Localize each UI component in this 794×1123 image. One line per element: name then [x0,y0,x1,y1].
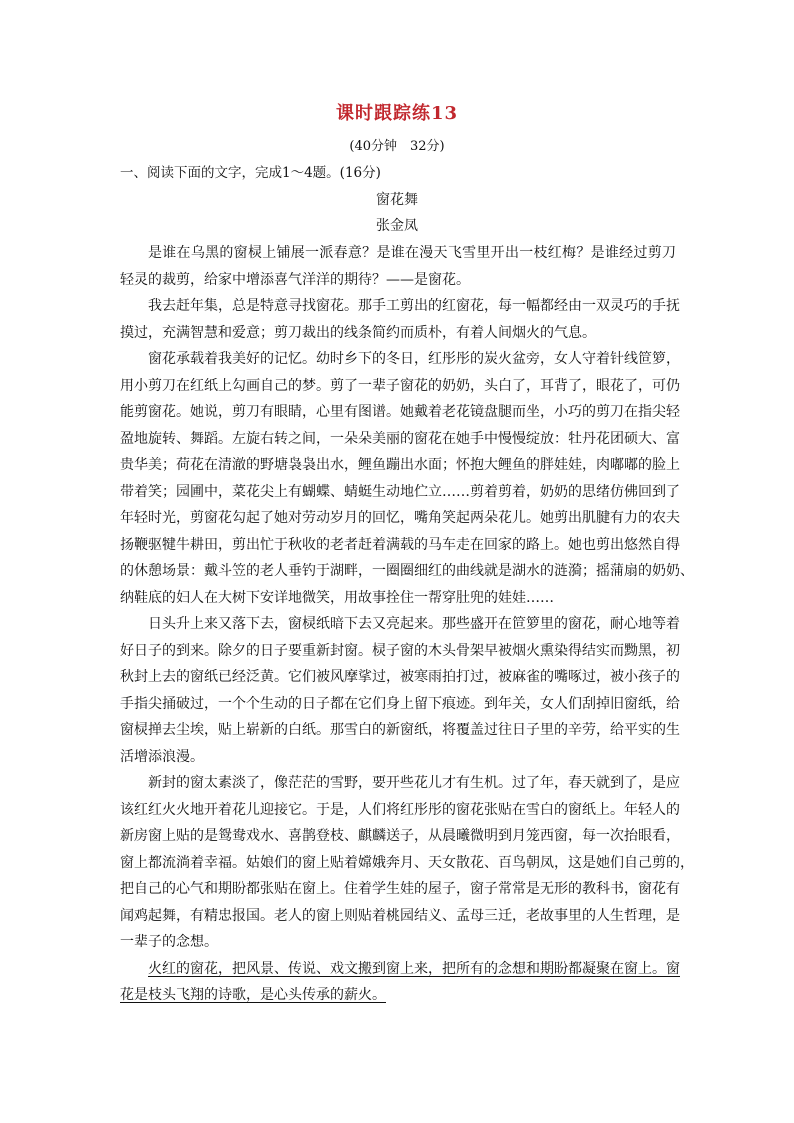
text-line: 是谁在乌黑的窗棂上铺展一派春意？是谁在漫天飞雪里开出一枝红梅？是谁经过剪刀 [148,245,676,261]
text-line: 闻鸡起舞，有精忠报国。老人的窗上则贴着桃园结义、孟母三迁，老故事里的人生哲理，是 [120,907,680,924]
text-line: 轻灵的裁剪，给家中增添喜气洋洋的期待？——是窗花。 [120,271,470,288]
text-line: 新房窗上贴的是鸳鸯戏水、喜鹊登枝、麒麟送子，从晨曦微明到月笼西窗，每一次抬眼看， [120,828,680,844]
text-line: 的休憩场景：戴斗笠的老人垂钓于湖畔，一圈圈细红的曲线就是湖水的涟漪；摇蒲扇的奶奶、 [120,563,694,579]
text-line: 手指尖捅破过，一个个生动的日子都在它们身上留下痕迹。到年关，女人们刮掉旧窗纸，给 [120,695,680,712]
text-line: 活增添浪漫。 [120,748,204,765]
text-line: 窗花承载着我美好的记忆。幼时乡下的冬日，红彤彤的炭火盆旁，女人守着针线笸箩， [148,351,680,367]
text-line: 秋封上去的窗纸已经泛黄。它们被风摩挲过，被寒雨拍打过，被麻雀的嘴啄过，被小孩子的 [120,669,680,685]
underlined-text-line: 火红的窗花，把风景、传说、戏文搬到窗上来，把所有的念想和期盼都凝聚在窗上。窗 [148,960,680,977]
text-line: 我去赶年集，总是特意寻找窗花。那手工剪出的红窗花，每一幅都经由一双灵巧的手抚 [148,298,680,314]
text-line: 好日子的到来。除夕的日子要重新封窗。棂子窗的木头骨架早被烟火熏染得结实而黝黑，初 [120,642,680,659]
text-line: 用小剪刀在红纸上勾画自己的梦。剪了一辈子窗花的奶奶，头白了，耳背了，眼花了，可仍 [120,377,680,394]
text-line: 该红红火火地开着花儿迎接它。于是，人们将红彤彤的窗花张贴在雪白的窗纸上。年轻人的 [120,801,680,818]
text-line: 新封的窗太素淡了，像茫茫的雪野，要开些花儿才有生机。过了年，春天就到了，是应 [148,775,680,791]
text-line: 摸过，充满智慧和爱意；剪刀裁出的线条简约而质朴，有着人间烟火的气息。 [120,324,596,341]
essay-body [120,240,694,1009]
time-score-info: (40分钟 32分) [349,139,445,154]
essay-title: 窗花舞 [376,192,418,208]
underlined-text-line [120,982,676,1009]
underlined-text: 花是枝头飞翔的诗歌，是心头传承的薪火。 [120,987,386,1003]
text-line: 窗上都流淌着幸福。姑娘们的窗上贴着嫦娥奔月、天女散花、百鸟朝凤，这是她们自己剪的， [120,854,694,871]
page-title: 课时跟踪练13 [335,103,459,124]
text-line: 年轻时光，剪窗花勾起了她对劳动岁月的回忆，嘴角笑起两朵花儿。她剪出肌腱有力的农夫 [120,510,680,526]
question-instruction: 一、阅读下面的文字，完成1～4题。(16分) [120,165,381,181]
text-line: 盈地旋转、舞蹈。左旋右转之间，一朵朵美丽的窗花在她手中慢慢绽放：牡丹花团硕大、富 [120,430,680,447]
text-line: 贵华美；荷花在清澈的野塘袅袅出水，鲤鱼蹦出水面；怀抱大鲤鱼的胖娃娃，肉嘟嘟的脸上 [120,457,680,473]
text-line: 带着笑；园圃中，菜花尖上有蝴蝶、蜻蜓生动地伫立……剪着剪着，奶奶的思绪仿佛回到了 [120,483,680,500]
text-line: 纳鞋底的妇人在大树下安详地微笑，用故事拴住一帮穿肚兜的娃娃…… [120,589,554,606]
text-line: 窗棂掸去尘埃，贴上崭新的白纸。那雪白的新窗纸，将覆盖过往日子里的辛劳，给平实的生 [120,722,680,738]
text-line: 能剪窗花。她说，剪刀有眼睛，心里有图谱。她戴着老花镜盘腿而坐，小巧的剪刀在指尖轻 [120,404,680,420]
essay-author: 张金凤 [376,218,418,234]
text-line: 扬鞭驱犍牛耕田，剪出忙于秋收的老者赶着满载的马车走在回家的路上。她也剪出悠然自得 [120,536,680,553]
text-line: 一辈子的念想。 [120,934,218,950]
text-line: 把自己的心气和期盼都张贴在窗上。住着学生娃的屋子，窗子常常是无形的教科书，窗花有 [120,881,680,897]
text-line: 日头升上来又落下去，窗棂纸暗下去又亮起来。那些盛开在笸箩里的窗花，耐心地等着 [148,616,680,632]
